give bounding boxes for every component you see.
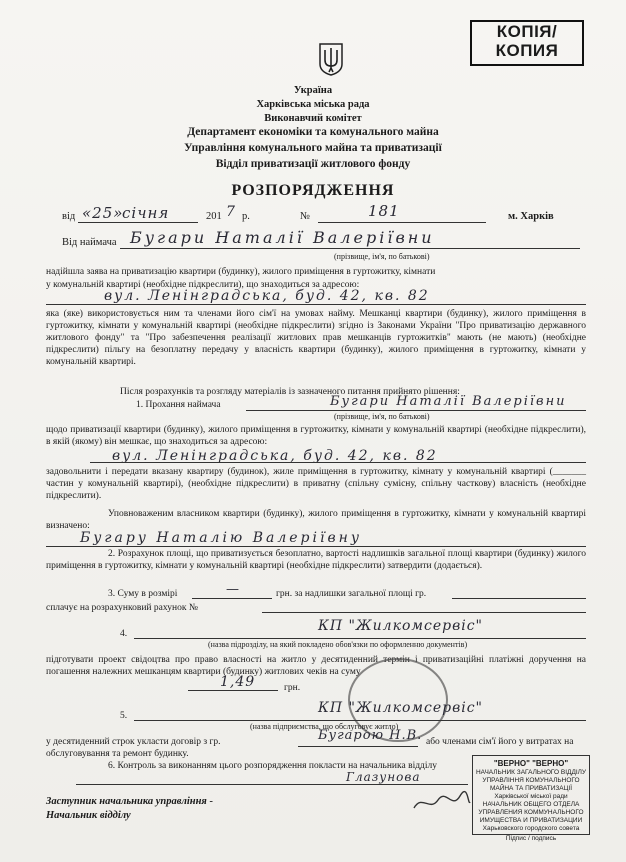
- tenant-name: Бугари Наталії Валеріївни: [130, 228, 435, 247]
- body-p2: яка (яке) використовується ним та членами його сім'ї на умовах найму. Мешканці квартири (будинку), жилого приміщення в гуртожитку, кімнати у комунальній квартирі (необхідне підкреслити) згідно із Законами України "Про приватизацію державного житлового фонду" та "Про забезпечення реалізації житлових прав мешканців гуртожитків" мають (не мають) (необхідне підкреслити) пільгу на безоплатну передачу у власність квартири (будинку), жилого приміщення в гуртожитку, кімнати у комунальній квартирі.: [46, 309, 586, 367]
- trident-emblem-icon: [318, 42, 344, 76]
- tenant-label: Від наймача: [62, 237, 117, 248]
- item3-value: —: [226, 582, 240, 597]
- item1-name: Бугари Наталії Валеріївни: [330, 394, 567, 409]
- item3-text: грн. за надлишки загальної площі гр.: [276, 589, 427, 599]
- stamp-line8: Підпис / подпись: [505, 835, 557, 842]
- header-council: Харківська міська рада: [256, 99, 370, 110]
- cheque-sum-unit: грн.: [284, 683, 301, 693]
- signatory-title-2: Начальник відділу: [46, 810, 131, 821]
- address-2: вул. Ленінградська, буд. 42, кв. 82: [112, 448, 438, 464]
- document-title: РОЗПОРЯДЖЕННЯ: [231, 182, 395, 199]
- body-p11a: у десятиденний строк укласти договір з гр.: [46, 737, 221, 747]
- copy-stamp-line2: КОПИЯ: [495, 41, 559, 60]
- body-p10: підготувати проект свідоцтва про право власності на житло у десятиденний термін і приватизаційні платіжні доручення на погашення належних мешканцям квартири (будинку) житлових чеків на суму: [46, 655, 586, 677]
- body-p12: 6. Контроль за виконанням цього розпорядження покласти на начальника відділу: [108, 761, 438, 771]
- item5-hint: (назва підприємства, що обслуговує житло): [250, 722, 399, 731]
- body-p3: Після розрахунків та розгляду матеріалів із зазначеного питання прийнято рішення:: [120, 387, 460, 397]
- copy-stamp-line1: КОПІЯ/: [496, 22, 558, 41]
- body-p11b: або членами сім'ї його у витратах на обслуговування та ремонт будинку.: [46, 737, 574, 759]
- stamp-line3: УПРАВЛІННЯ КОМУНАЛЬНОГО МАЙНА ТА ПРИВАТИЗАЦІЇ: [482, 777, 580, 792]
- city: м. Харків: [508, 211, 554, 222]
- item4-value: КП "Жилкомсервіс": [318, 618, 483, 634]
- item3-label: 3. Суму в розмірі: [108, 589, 178, 599]
- stamp-line6: УПРАВЛЕНИЯ КОММУНАЛЬНОГО ИМУЩЕСТВА И ПРИВАТИЗАЦИИ: [478, 809, 584, 824]
- stamp-line4: Харківської міської ради: [494, 793, 568, 800]
- certified-stamp: [472, 755, 590, 842]
- date-year-suffix: р.: [242, 211, 250, 222]
- body-p6: Уповноваженим власником квартири (будинку), жилого приміщення в гуртожитку, кімнати у комунальній квартирі визначено:: [46, 509, 586, 531]
- date-prefix: від: [62, 211, 76, 222]
- header-division: Відділ приватизації житлового фонду: [215, 158, 411, 170]
- signer-name: Глазунова: [346, 770, 421, 784]
- item5-value: КП "Жилкомсервіс": [318, 700, 483, 716]
- header-committee: Виконавчий комітет: [264, 113, 362, 124]
- body-p9: сплачує на розрахунковий рахунок №: [46, 603, 198, 613]
- item1-hint: (прізвище, ім'я, по батькові): [334, 412, 430, 421]
- address-1: вул. Ленінградська, буд. 42, кв. 82: [104, 288, 430, 304]
- date-month: січня: [122, 204, 170, 222]
- stamp-line2: НАЧАЛЬНИК ЗАГАЛЬНОГО ВІДДІЛУ: [475, 769, 587, 776]
- stamp-line7: Харьковского городского совета: [482, 825, 580, 832]
- body-p1b: у комунальній квартирі (необхідне підкреслити), що знаходиться за адресою:: [46, 280, 360, 290]
- contract-name: Бугарою Н.В.: [318, 728, 423, 743]
- date-day: «25»: [82, 204, 124, 222]
- header-administration: Управління комунального майна та приватизації: [184, 142, 442, 154]
- signatory-title-1: Заступник начальника управління -: [46, 796, 213, 807]
- tenant-hint: (прізвище, ім'я, по батькові): [334, 252, 430, 261]
- body-p7: 2. Розрахунок площі, що приватизується безоплатно, вартості надлишків загальної площі квартири (будинку) жилого приміщення в гуртожитку, кімнати у комунальній квартирі (необхідне підкреслити) затвердити (додається).: [46, 549, 586, 571]
- body-p5: задовольнити і передати вказану квартиру (будинок), жиле приміщення в гуртожитку, кімнату у комунальній квартирі (_______ частин у комунальній квартирі), (необхідне підкреслити) в приватну (спільну сумісну, спільну часткову) власність (необхідне підкреслити).: [46, 467, 586, 501]
- stamp-line5: НАЧАЛЬНИК ОБЩЕГО ОТДЕЛА: [482, 801, 580, 808]
- owner-name: Бугару Наталію Валеріївну: [80, 530, 362, 546]
- item5-label: 5.: [120, 711, 128, 721]
- date-year-prefix: 201: [206, 211, 222, 222]
- stamp-line1: "ВЕРНО" "ВЕРНО": [493, 759, 569, 768]
- date-year-digit: 7: [226, 204, 236, 220]
- header-country: Україна: [293, 85, 333, 96]
- cheque-sum: 1,49: [220, 674, 256, 690]
- body-p4: щодо приватизації квартири (будинку), жилого приміщення в гуртожитку, кімнати у комунальній квартирі (необхідне підкреслити), в якій (якому) він мешкає, що знаходиться за адресою:: [46, 425, 586, 447]
- header-department: Департамент економіки та комунального майна: [187, 126, 439, 138]
- item1-label: 1. Прохання наймача: [136, 400, 221, 410]
- item4-label: 4.: [120, 629, 128, 639]
- item4-hint: (назва підрозділу, на який покладено обов'язки по оформленню документів): [208, 640, 468, 649]
- order-number: 181: [368, 202, 400, 220]
- number-label: №: [300, 211, 311, 222]
- copy-stamp: [470, 20, 584, 66]
- body-p1a: надійшла заява на приватизацію квартири (будинку), жилого приміщення в гуртожитку, кімнати: [46, 267, 436, 277]
- signature-scribble-icon: [412, 790, 472, 814]
